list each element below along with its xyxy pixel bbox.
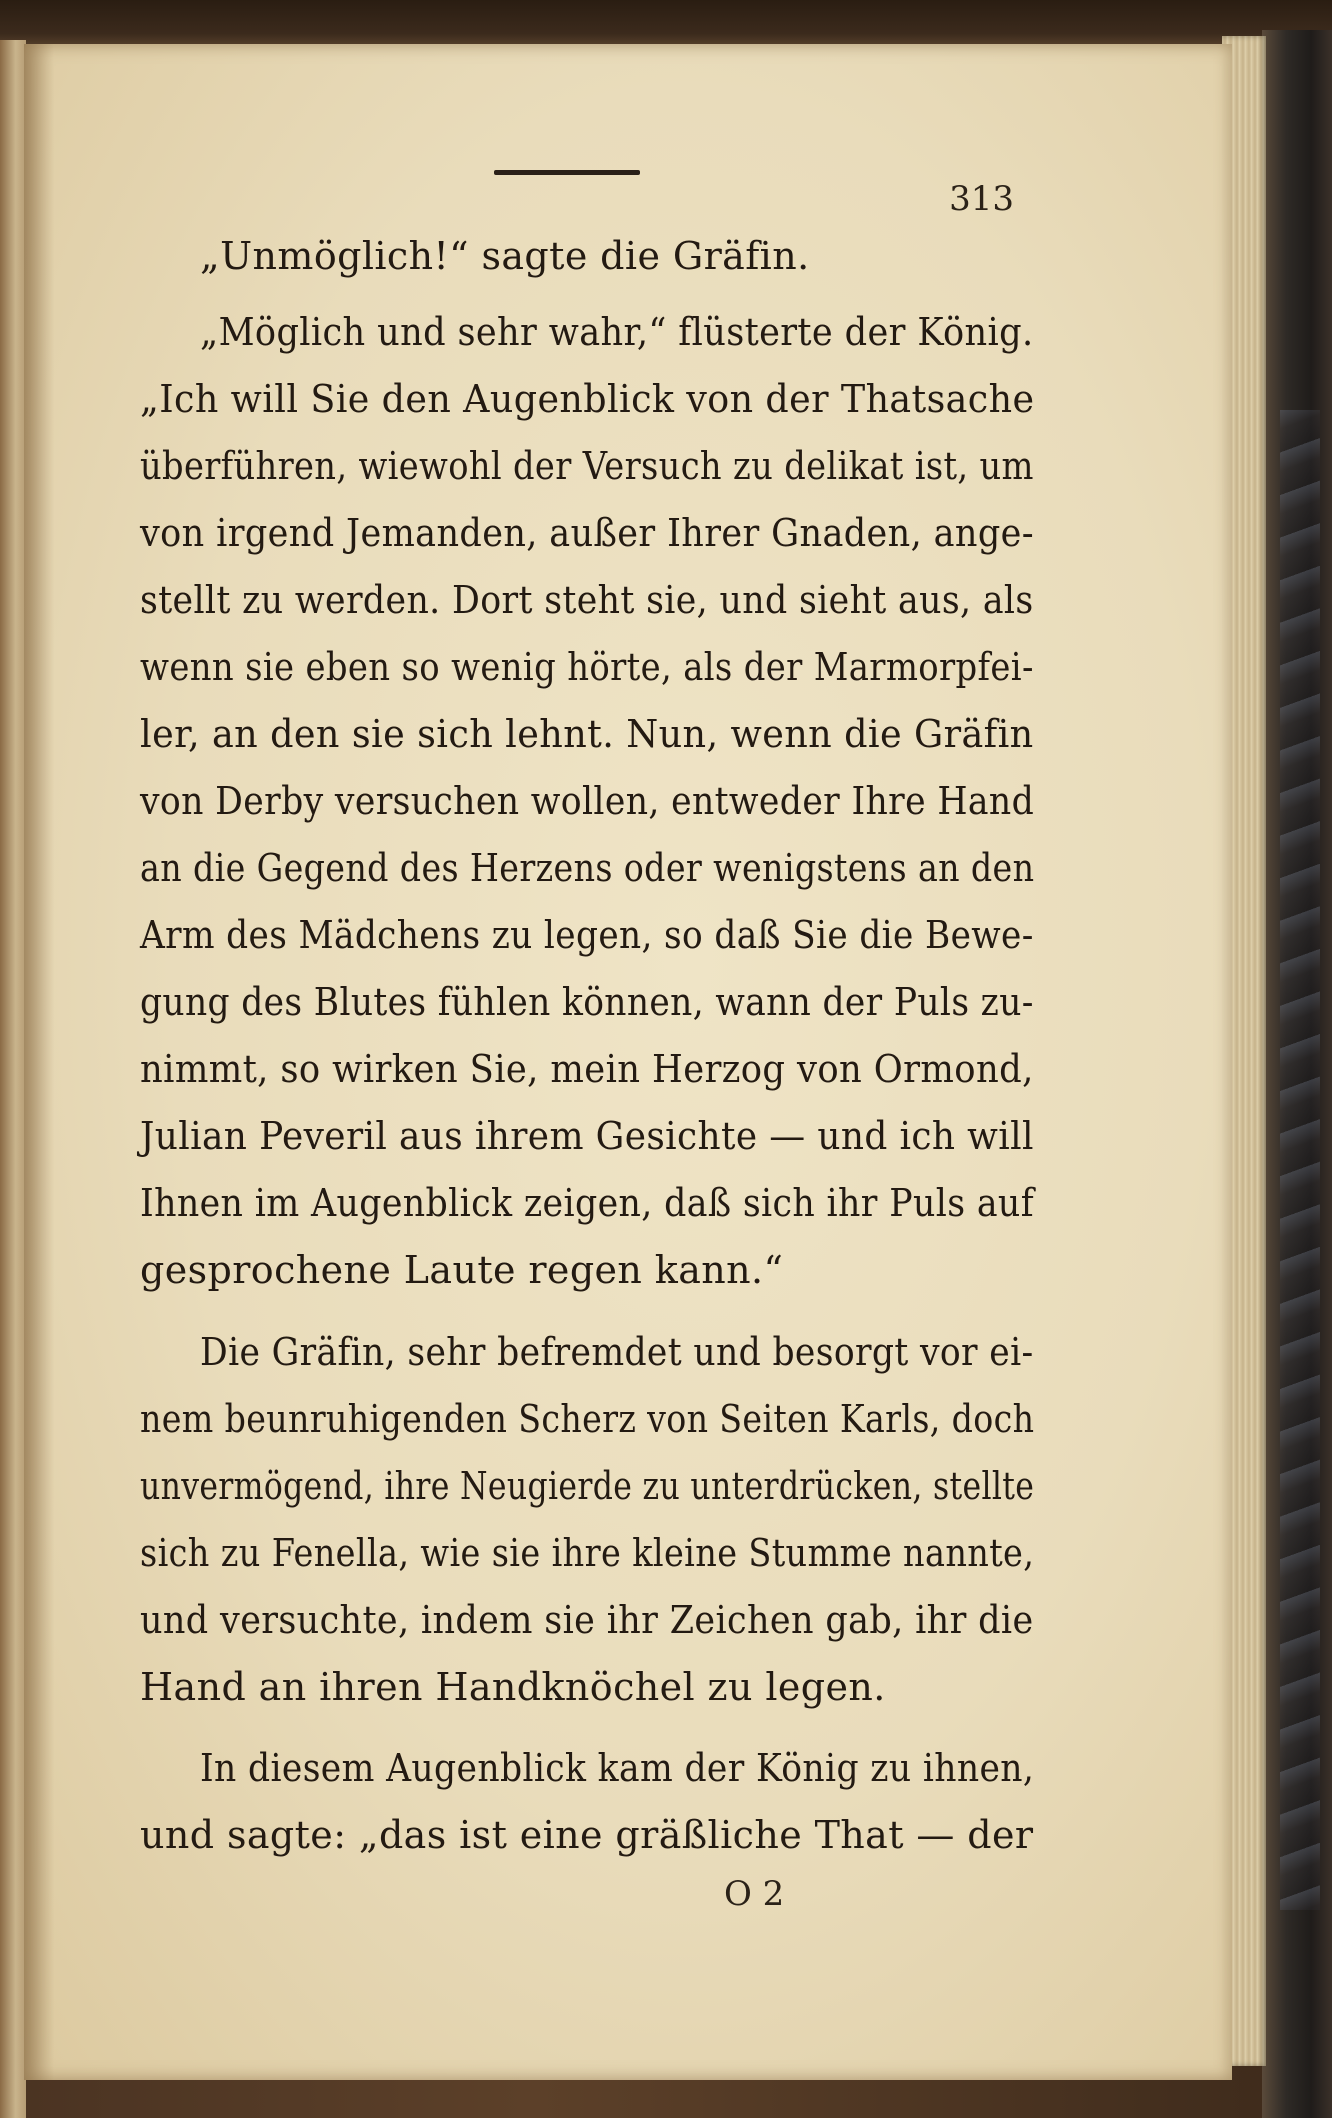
text-line: Arm des Mädchens zu legen, so daß Sie die Bewe- bbox=[140, 913, 1034, 957]
text-line: an die Gegend des Herzens oder wenigstens an den bbox=[140, 846, 1035, 890]
text-line: stellt zu werden. Dort steht sie, und sieht aus, als bbox=[140, 578, 1034, 622]
text-line: von irgend Jemanden, außer Ihrer Gnaden, ange- bbox=[140, 511, 1034, 555]
text-line: gesprochene Laute regen kann.“ bbox=[140, 1248, 784, 1292]
text-line: In diesem Augenblick kam der König zu ihnen, bbox=[200, 1746, 1035, 1790]
text-line: „Ich will Sie den Augenblick von der Thatsache bbox=[140, 377, 1035, 421]
text-line: gung des Blutes fühlen können, wann der Puls zu- bbox=[140, 980, 1034, 1024]
text-line: nem beunruhigenden Scherz von Seiten Karls, doch bbox=[140, 1397, 1035, 1441]
text-line: unvermögend, ihre Neugierde zu unterdrücken, stellte bbox=[140, 1464, 1035, 1508]
text-line: ler, an den sie sich lehnt. Nun, wenn die Gräfin bbox=[140, 712, 1034, 756]
book-cover-edge bbox=[1262, 30, 1332, 2118]
text-line: und versuchte, indem sie ihr Zeichen gab, ihr die bbox=[140, 1598, 1034, 1642]
text-line: Die Gräfin, sehr befremdet und besorgt vor ei- bbox=[200, 1330, 1034, 1374]
page-number: 313 bbox=[949, 179, 1014, 219]
text-line: wenn sie eben so wenig hörte, als der Marmorpfei- bbox=[140, 645, 1034, 689]
book-page bbox=[24, 44, 1232, 2080]
facing-page-edge bbox=[0, 40, 26, 2118]
gutter-shadow bbox=[24, 44, 54, 2080]
text-line: „Unmöglich!“ sagte die Gräfin. bbox=[200, 234, 810, 278]
text-line: überführen, wiewohl der Versuch zu delikat ist, um bbox=[140, 444, 1034, 488]
header-rule bbox=[494, 170, 640, 175]
signature-mark: O 2 bbox=[724, 1874, 785, 1914]
text-line: von Derby versuchen wollen, entweder Ihre Hand bbox=[140, 779, 1035, 823]
text-line: „Möglich und sehr wahr,“ flüsterte der König. bbox=[200, 310, 1034, 354]
text-line: nimmt, so wirken Sie, mein Herzog von Ormond, bbox=[140, 1047, 1034, 1091]
text-line: Hand an ihren Handknöchel zu legen. bbox=[140, 1665, 886, 1709]
text-line: sich zu Fenella, wie sie ihre kleine Stumme nannte, bbox=[140, 1531, 1035, 1575]
text-line: Ihnen im Augenblick zeigen, daß sich ihr Puls auf bbox=[140, 1181, 1034, 1225]
text-line: Julian Peveril aus ihrem Gesichte — und ich will bbox=[140, 1114, 1034, 1158]
text-line: und sagte: „das ist eine gräßliche That — der bbox=[140, 1813, 1034, 1857]
